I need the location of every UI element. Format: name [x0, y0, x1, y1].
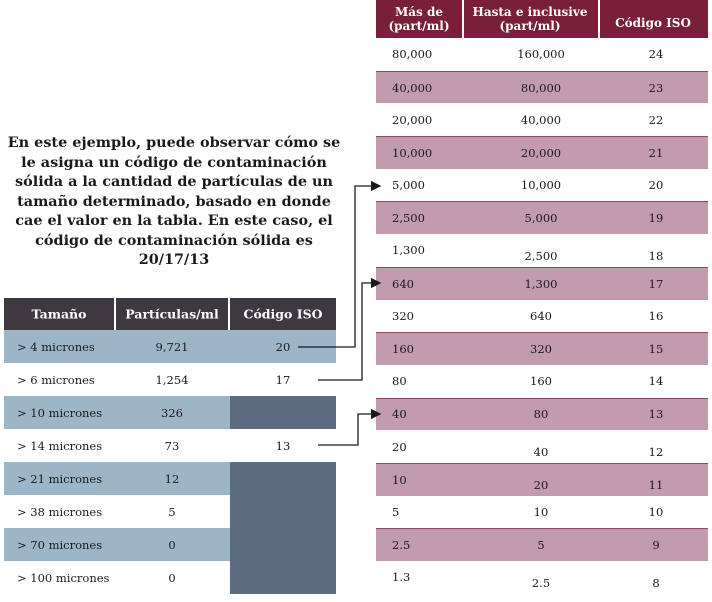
size-cell: > 100 micrones: [17, 570, 110, 585]
header-size: Tamaño: [31, 306, 87, 322]
iso-code-cell: 8: [652, 575, 660, 590]
iso-code-cell: 22: [648, 112, 664, 127]
arrow-17: [318, 283, 380, 380]
iso-code-cell: 9: [652, 538, 660, 553]
header-particles: Partículas/ml: [125, 306, 219, 322]
description-text: En este ejemplo, puede observar cómo se le asigna un código de contaminación sólida a la cantidad de partículas de un tamaño determinado, basado en donde cae el valor en la tabla. En este caso, el código de contaminación sólida es 20/17/13: [7, 134, 341, 268]
iso-code-cell: 16: [648, 308, 664, 323]
up-to-cell: 160: [530, 374, 552, 389]
particles-cell: 5: [168, 504, 176, 519]
particles-cell: 0: [168, 570, 176, 585]
up-to-cell: 5,000: [524, 211, 558, 226]
more-than-cell: 10: [392, 472, 407, 487]
iso-code-cell: 14: [648, 374, 664, 389]
particles-cell: 12: [164, 471, 180, 486]
up-to-cell: 640: [530, 308, 552, 323]
up-to-cell: 2,500: [524, 248, 558, 263]
iso-code-cell: 13: [648, 407, 664, 422]
header-more-than: Más de (part/ml): [388, 5, 450, 33]
up-to-cell: 40: [533, 444, 549, 459]
more-than-cell: 640: [392, 276, 414, 291]
up-to-cell: 160,000: [517, 47, 565, 62]
up-to-cell: 80: [533, 407, 549, 422]
particles-cell: 326: [161, 405, 183, 420]
iso-code-cell: 21: [648, 145, 664, 160]
more-than-cell: 40: [392, 407, 407, 422]
sample-code-cell: 20: [275, 339, 291, 354]
size-cell: > 4 micrones: [17, 339, 95, 354]
particles-cell: 1,254: [155, 372, 189, 387]
more-than-cell: 160: [392, 342, 414, 357]
more-than-cell: 40,000: [392, 80, 433, 95]
more-than-cell: 80: [392, 374, 407, 389]
up-to-cell: 20,000: [520, 145, 562, 160]
particles-cell: 73: [164, 438, 180, 453]
more-than-cell: 320: [392, 308, 414, 323]
arrow-13: [318, 414, 380, 445]
iso-code-cell: 20: [648, 178, 664, 193]
iso-code-cell: 11: [648, 477, 664, 492]
header-up-to: Hasta e inclusive (part/ml): [472, 5, 588, 33]
size-cell: > 70 micrones: [17, 537, 103, 552]
up-to-cell: 10,000: [520, 178, 562, 193]
particles-cell: 9,721: [155, 339, 189, 354]
more-than-cell: 2.5: [392, 538, 411, 553]
size-cell: > 21 micrones: [17, 471, 103, 486]
iso-code-cell: 24: [648, 47, 664, 62]
more-than-cell: 2,500: [392, 211, 425, 226]
sample-code-cell: 13: [275, 438, 291, 453]
up-to-cell: 1,300: [524, 276, 558, 291]
sample-code-cell: 17: [275, 372, 291, 387]
up-to-cell: 5: [537, 538, 545, 553]
iso-code-cell: 18: [648, 248, 664, 263]
up-to-cell: 40,000: [520, 112, 562, 127]
header-iso-code: Código ISO: [615, 16, 691, 30]
up-to-cell: 80,000: [520, 80, 562, 95]
up-to-cell: 2.5: [531, 575, 551, 590]
more-than-cell: 1.3: [392, 570, 411, 585]
more-than-cell: 80,000: [392, 47, 433, 62]
up-to-cell: 20: [533, 477, 549, 492]
size-cell: > 10 micrones: [17, 405, 103, 420]
header-sample-iso-code: Código ISO: [243, 306, 323, 322]
more-than-cell: 5: [392, 504, 400, 519]
iso-code-cell: 12: [648, 444, 664, 459]
up-to-cell: 320: [530, 342, 552, 357]
more-than-cell: 20: [392, 439, 407, 454]
size-cell: > 14 micrones: [17, 438, 103, 453]
more-than-cell: 5,000: [392, 178, 425, 193]
more-than-cell: 1,300: [392, 243, 425, 258]
arrow-20: [298, 186, 380, 347]
iso-code-cell: 17: [648, 276, 664, 291]
up-to-cell: 10: [533, 504, 549, 519]
more-than-cell: 10,000: [392, 145, 433, 160]
iso-code-cell: 15: [648, 342, 664, 357]
more-than-cell: 20,000: [392, 112, 433, 127]
iso-code-cell: 10: [648, 504, 664, 519]
size-cell: > 6 micrones: [17, 372, 95, 387]
iso-code-cell: 19: [648, 211, 664, 226]
size-cell: > 38 micrones: [17, 504, 103, 519]
particles-cell: 0: [168, 537, 176, 552]
iso-code-cell: 23: [648, 80, 664, 95]
